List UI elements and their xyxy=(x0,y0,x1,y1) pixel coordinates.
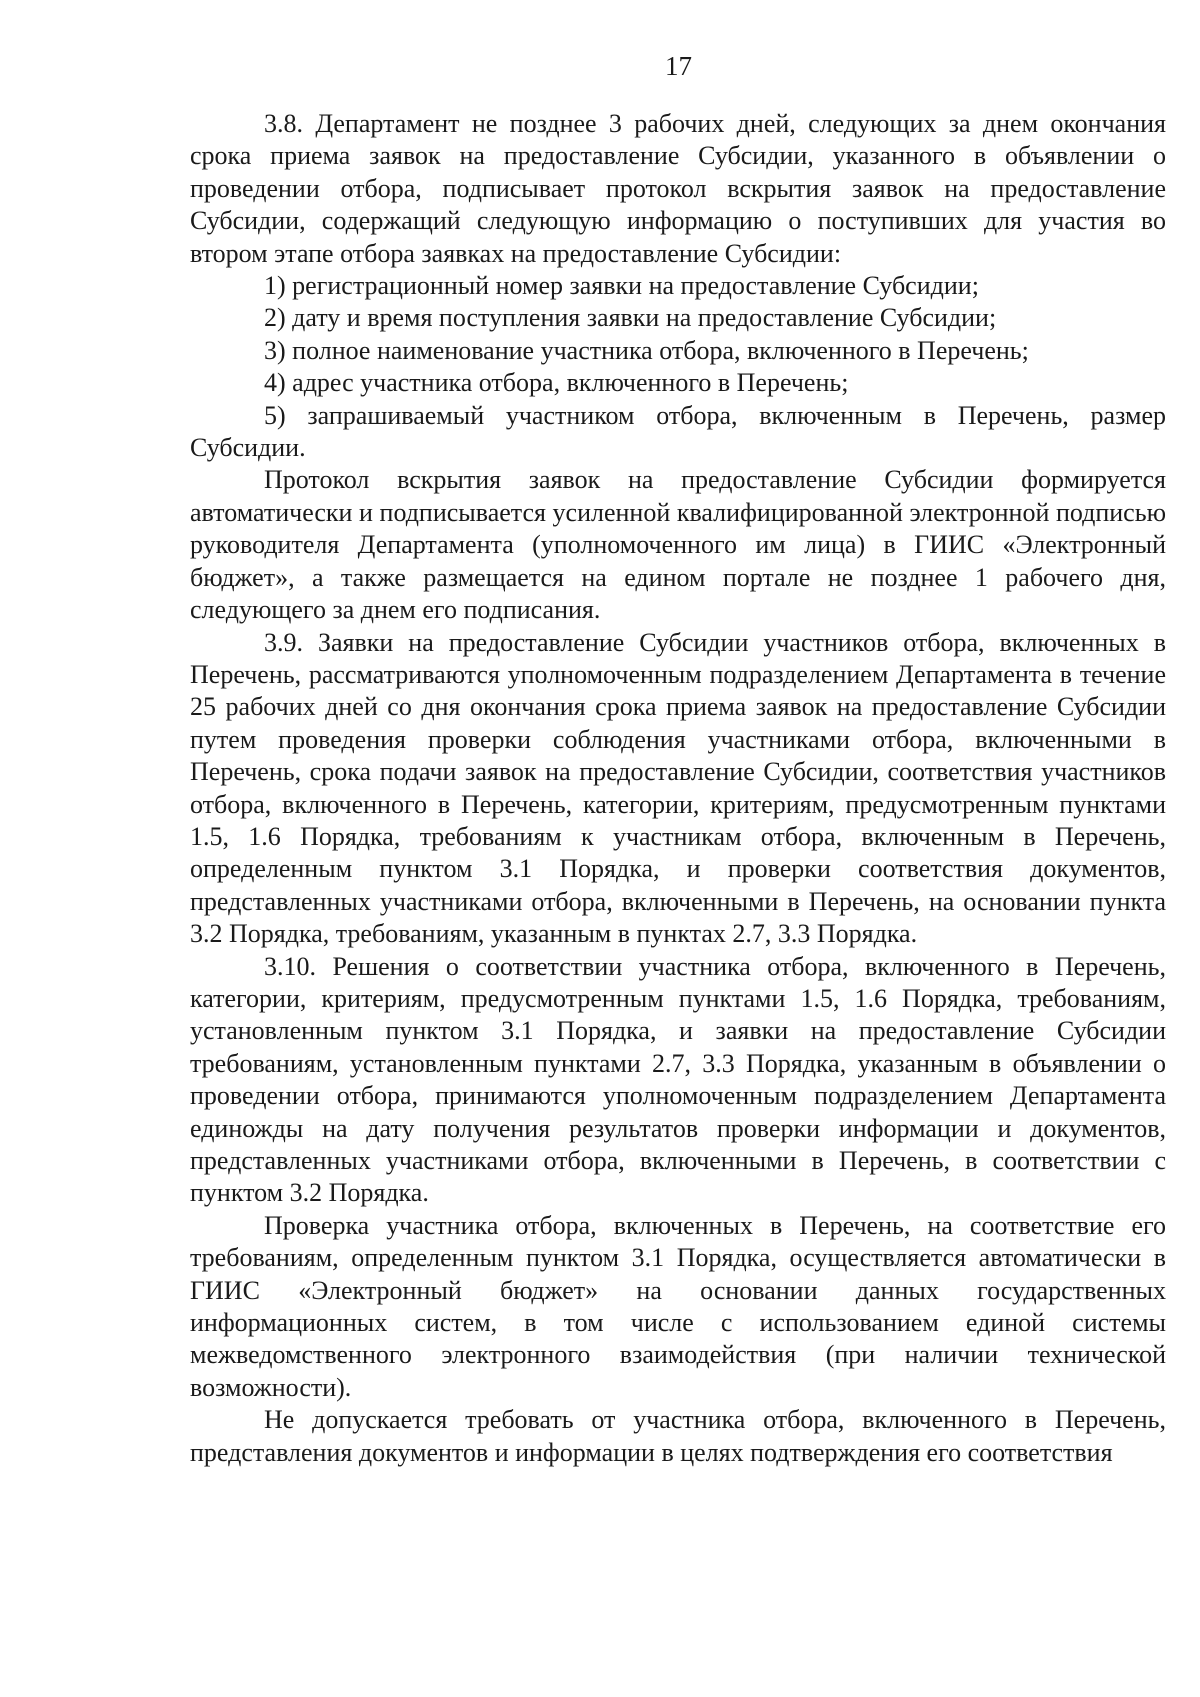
paragraph-protocol: Протокол вскрытия заявок на предоставление Субсидии формируется автоматически и подписывается усиленной квалифицированной электронной подписью руководителя Департамента (уполномоченного им лица) в ГИИС «Электронный бюджет», а также размещается на едином портале не позднее 1 рабочего дня, следующего за днем его подписания. xyxy=(190,465,1166,625)
list-item-1: 1) регистрационный номер заявки на предоставление Субсидии; xyxy=(264,271,979,301)
page-number-text: 17 xyxy=(665,51,692,81)
paragraph-prohibition: Не допускается требовать от участника отбора, включенного в Перечень, представления документов и информации в целях подтверждения его соответствия xyxy=(190,1405,1166,1467)
list-item-3: 3) полное наименование участника отбора, включенного в Перечень; xyxy=(264,335,1029,365)
list-item-5: 5) запрашиваемый участником отбора, включенным в Перечень, размер Субсидии. xyxy=(190,400,1166,463)
paragraph-verification: Проверка участника отбора, включенных в Перечень, на соответствие его требованиям, определенным пунктом 3.1 Порядка, осуществляется автоматически в ГИИС «Электронный бюджет» на основании данных государственных информационных систем, в том числе с использованием единой системы межведомственного электронного взаимодействия (при наличии технической возможности). xyxy=(190,1210,1166,1402)
paragraph-3-9: 3.9. Заявки на предоставление Субсидии участников отбора, включенных в Перечень, рассматриваются уполномоченным подразделением Департамента в течение 25 рабочих дней со дня окончания срока приема заявок на предоставление Субсидии путем проведения проверки соблюдения участниками отбора, включенными в Перечень, срока подачи заявок на предоставление Субсидии, соответствия участников отбора, включенного в Перечень, категории, критериям, предусмотренным пунктами 1.5, 1.6 Порядка, требованиям к участникам отбора, включенным в Перечень, определенным пунктом 3.1 Порядка, и проверки соответствия документов, представленных участниками отбора, включенными в Перечень, на основании пункта 3.2 Порядка, требованиям, указанным в пунктах 2.7, 3.3 Порядка. xyxy=(190,627,1166,949)
paragraph-3-8: 3.8. Департамент не позднее 3 рабочих дней, следующих за днем окончания срока приема заявок на предоставление Субсидии, указанного в объявлении о проведении отбора, подписывает протокол вскрытия заявок на предоставление Субсидии, содержащий следующую информацию о поступивших для участия во втором этапе отбора заявках на предоставление Субсидии: xyxy=(190,109,1166,268)
document-body xyxy=(190,108,1166,1469)
list-item-2: 2) дату и время поступления заявки на предоставление Субсидии; xyxy=(264,303,997,333)
paragraph-3-10: 3.10. Решения о соответствии участника отбора, включенного в Перечень, категории, критериям, предусмотренным пунктами 1.5, 1.6 Порядка, требованиям, установленным пунктом 3.1 Порядка, и заявки на предоставление Субсидии требованиям, установленным пунктами 2.7, 3.3 Порядка, указанным в объявлении о проведении отбора, принимаются уполномоченным подразделением Департамента единожды на дату получения результатов проверки информации и документов, представленных участниками отбора, включенными в Перечень, в соответствии с пунктом 3.2 Порядка. xyxy=(190,951,1166,1208)
list-item-4: 4) адрес участника отбора, включенного в Перечень; xyxy=(264,368,849,398)
